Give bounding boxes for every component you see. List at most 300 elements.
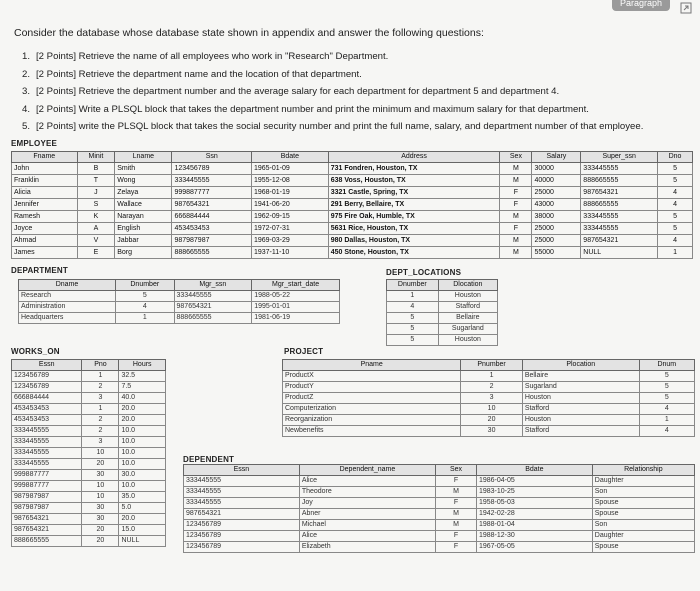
column-header: Address (328, 152, 500, 163)
table-cell: Wong (115, 175, 172, 187)
table-header-row (12, 360, 166, 371)
table-row (19, 313, 340, 324)
intro-text: Consider the database whose database state shown in appendix and answer the following questions: (14, 27, 484, 39)
column-header: Dno (658, 152, 693, 163)
column-header: Bdate (476, 465, 592, 476)
table-row (184, 520, 695, 531)
table-header-row (184, 465, 695, 476)
project-label: PROJECT (284, 347, 324, 356)
department-table (18, 279, 340, 324)
table-cell: 25000 (532, 235, 581, 247)
table-row (12, 163, 693, 175)
column-header: Ssn (172, 152, 252, 163)
table-row (283, 393, 695, 404)
column-header: Minit (77, 152, 115, 163)
table-cell: 40000 (532, 175, 581, 187)
table-cell: 25000 (532, 223, 581, 235)
table-header-row (12, 152, 693, 163)
column-header: Dlocation (438, 280, 497, 291)
table-cell: 20.0 (119, 514, 166, 525)
table-cell: 999887777 (12, 481, 82, 492)
table-cell: M (500, 211, 532, 223)
column-header: Pno (82, 360, 119, 371)
table-cell: M (500, 175, 532, 187)
works-on-table (11, 359, 166, 547)
table-cell: 1962-09-15 (251, 211, 328, 223)
table-cell: 1958-05-03 (476, 498, 592, 509)
table-cell: Elizabeth (299, 542, 435, 553)
table-cell: Zelaya (115, 187, 172, 199)
table-cell: 999887777 (12, 470, 82, 481)
table-cell: 20 (82, 459, 119, 470)
column-header: Lname (115, 152, 172, 163)
table-cell: Spouse (592, 542, 694, 553)
table-cell: 987654321 (581, 187, 658, 199)
table-cell: 30000 (532, 163, 581, 175)
table-cell: ProductY (283, 382, 461, 393)
table-cell: Joy (299, 498, 435, 509)
table-cell: M (436, 487, 477, 498)
table-cell: 333445555 (12, 448, 82, 459)
table-cell: 30 (82, 470, 119, 481)
question-number: 3. (22, 86, 31, 97)
column-header: Dependent_name (299, 465, 435, 476)
table-cell: 4 (658, 199, 693, 211)
table-cell: J (77, 187, 115, 199)
table-cell: James (12, 247, 78, 259)
table-cell: Jabbar (115, 235, 172, 247)
table-cell: 5 (658, 223, 693, 235)
question-number: 1. (22, 51, 31, 62)
table-cell: 888665555 (581, 175, 658, 187)
table-cell: Newbenefits (283, 426, 461, 437)
table-cell: 333445555 (174, 291, 252, 302)
table-row (12, 393, 166, 404)
table-cell: Stafford (438, 302, 497, 313)
table-cell: 2 (82, 415, 119, 426)
table-cell: 333445555 (12, 437, 82, 448)
table-cell: 291 Berry, Bellaire, TX (328, 199, 500, 211)
table-cell: F (500, 187, 532, 199)
table-cell: M (500, 247, 532, 259)
table-cell: 5 (387, 313, 439, 324)
column-header: Pnumber (461, 360, 522, 371)
table-cell: 3 (82, 437, 119, 448)
table-cell: Sugarland (438, 324, 497, 335)
table-cell: 987654321 (174, 302, 252, 313)
table-cell: T (77, 175, 115, 187)
table-cell: M (500, 163, 532, 175)
table-cell: 40.0 (119, 393, 166, 404)
table-cell: 1972-07-31 (251, 223, 328, 235)
question-number: 2. (22, 68, 31, 80)
table-row (184, 542, 695, 553)
table-cell: 20.0 (119, 415, 166, 426)
table-cell: 1965-01-09 (251, 163, 328, 175)
table-cell: F (436, 498, 477, 509)
table-row (184, 531, 695, 542)
table-cell: 1981-06-19 (252, 313, 340, 324)
table-cell: Son (592, 487, 694, 498)
table-cell: Administration (19, 302, 116, 313)
table-cell: Abner (299, 509, 435, 520)
table-cell: 5 (387, 324, 439, 335)
column-header: Salary (532, 152, 581, 163)
column-header: Hours (119, 360, 166, 371)
table-row (12, 470, 166, 481)
table-cell: 10 (461, 404, 522, 415)
table-cell: 333445555 (184, 476, 300, 487)
table-cell: 1 (639, 415, 694, 426)
table-cell: Stafford (522, 426, 639, 437)
table-row (12, 382, 166, 393)
column-header: Super_ssn (581, 152, 658, 163)
table-cell: Research (19, 291, 116, 302)
table-cell: 10.0 (119, 437, 166, 448)
table-cell: Bellaire (438, 313, 497, 324)
table-cell: 1983-10-25 (476, 487, 592, 498)
table-row (12, 459, 166, 470)
table-cell: 453453453 (12, 415, 82, 426)
table-cell: Narayan (115, 211, 172, 223)
paragraph-tab[interactable]: Paragraph (612, 0, 670, 11)
table-cell: 987654321 (172, 199, 252, 211)
table-row (283, 371, 695, 382)
table-cell: Borg (115, 247, 172, 259)
table-row (12, 371, 166, 382)
table-row (12, 223, 693, 235)
table-cell: 3 (461, 393, 522, 404)
table-cell: 975 Fire Oak, Humble, TX (328, 211, 500, 223)
table-cell: Houston (438, 335, 497, 346)
table-cell: Bellaire (522, 371, 639, 382)
table-row (184, 487, 695, 498)
table-cell: 1986-04-05 (476, 476, 592, 487)
question-text: [2 Points] Retrieve the department name and the location of that department. (36, 68, 362, 80)
table-cell: M (436, 509, 477, 520)
table-cell: 55000 (532, 247, 581, 259)
question-item (22, 83, 643, 101)
column-header: Dname (19, 280, 116, 291)
works-on-label: WORKS_ON (11, 347, 60, 356)
table-cell: 43000 (532, 199, 581, 211)
table-cell: 1 (82, 404, 119, 415)
table-cell: 333445555 (172, 175, 252, 187)
table-cell: 1 (116, 313, 174, 324)
table-row (12, 448, 166, 459)
column-header: Bdate (251, 152, 328, 163)
question-text: [2 Points] write the PLSQL block that takes the social security number and print the full name, salary, and department number of that employee. (36, 121, 644, 132)
table-header-row (283, 360, 695, 371)
table-header-row (19, 280, 340, 291)
table-cell: Alice (299, 531, 435, 542)
table-row (387, 302, 498, 313)
table-row (19, 302, 340, 313)
table-cell: 987654321 (581, 235, 658, 247)
table-cell: Spouse (592, 509, 694, 520)
table-cell: 980 Dallas, Houston, TX (328, 235, 500, 247)
expand-icon[interactable] (680, 2, 692, 14)
question-item (22, 66, 643, 84)
table-cell: 1988-12-30 (476, 531, 592, 542)
table-cell: 123456789 (12, 371, 82, 382)
table-cell: 10.0 (119, 426, 166, 437)
table-cell: Houston (438, 291, 497, 302)
table-cell: 987987987 (172, 235, 252, 247)
table-cell: 1942-02-28 (476, 509, 592, 520)
table-cell: 3 (82, 393, 119, 404)
table-cell: 20 (461, 415, 522, 426)
dept-locations-table (386, 279, 498, 346)
table-cell: Headquarters (19, 313, 116, 324)
table-cell: Spouse (592, 498, 694, 509)
table-cell: A (77, 223, 115, 235)
table-cell: ProductX (283, 371, 461, 382)
table-row (12, 187, 693, 199)
table-cell: Ramesh (12, 211, 78, 223)
table-row (387, 291, 498, 302)
table-cell: 10.0 (119, 459, 166, 470)
table-cell: 888665555 (174, 313, 252, 324)
table-cell: Alice (299, 476, 435, 487)
table-row (283, 404, 695, 415)
table-row (283, 415, 695, 426)
table-row (12, 247, 693, 259)
table-cell: 5 (639, 371, 694, 382)
table-row (12, 514, 166, 525)
table-cell: 453453453 (12, 404, 82, 415)
table-cell: 1967-05-05 (476, 542, 592, 553)
table-cell: Smith (115, 163, 172, 175)
table-cell: M (436, 520, 477, 531)
table-cell: 333445555 (581, 223, 658, 235)
table-cell: 1 (658, 247, 693, 259)
department-label: DEPARTMENT (11, 266, 68, 275)
table-cell: 999887777 (172, 187, 252, 199)
table-cell: 5631 Rice, Houston, TX (328, 223, 500, 235)
table-cell: NULL (581, 247, 658, 259)
table-cell: 123456789 (12, 382, 82, 393)
table-cell: F (436, 531, 477, 542)
column-header: Dnumber (116, 280, 174, 291)
table-cell: Franklin (12, 175, 78, 187)
table-cell: 35.0 (119, 492, 166, 503)
dependent-table (183, 464, 695, 553)
table-cell: 4 (658, 187, 693, 199)
table-cell: Son (592, 520, 694, 531)
employee-table (11, 151, 693, 259)
table-cell: 666884444 (172, 211, 252, 223)
table-cell: 2 (461, 382, 522, 393)
table-cell: 1 (461, 371, 522, 382)
column-header: Mgr_ssn (174, 280, 252, 291)
table-row (387, 313, 498, 324)
question-text: [2 Points] Retrieve the department number and the average salary for each department for department 5 and department 4. (36, 86, 560, 97)
table-cell: M (500, 235, 532, 247)
table-cell: Jennifer (12, 199, 78, 211)
column-header: Sex (436, 465, 477, 476)
table-cell: 4 (639, 426, 694, 437)
table-row (12, 481, 166, 492)
table-row (12, 437, 166, 448)
table-cell: Wallace (115, 199, 172, 211)
table-cell: 5 (639, 393, 694, 404)
table-cell: 25000 (532, 187, 581, 199)
table-cell: 4 (387, 302, 439, 313)
table-cell: 20.0 (119, 404, 166, 415)
table-cell: Houston (522, 393, 639, 404)
question-number: 4. (22, 103, 31, 115)
table-cell: 5 (387, 335, 439, 346)
table-cell: 10.0 (119, 448, 166, 459)
table-cell: 1 (387, 291, 439, 302)
table-cell: English (115, 223, 172, 235)
table-cell: 10 (82, 492, 119, 503)
dept-locations-label: DEPT_LOCATIONS (386, 268, 462, 277)
table-cell: 32.5 (119, 371, 166, 382)
table-cell: 888665555 (581, 199, 658, 211)
table-cell: Stafford (522, 404, 639, 415)
question-list (22, 48, 643, 136)
table-cell: 333445555 (184, 487, 300, 498)
table-cell: 15.0 (119, 525, 166, 536)
table-cell: 1955-12-08 (251, 175, 328, 187)
table-cell: 20 (82, 536, 119, 547)
table-cell: F (436, 542, 477, 553)
table-cell: 333445555 (12, 459, 82, 470)
table-row (12, 404, 166, 415)
table-cell: 10 (82, 481, 119, 492)
table-cell: Michael (299, 520, 435, 531)
table-cell: 1988-01-04 (476, 520, 592, 531)
table-row (283, 382, 695, 393)
question-text: [2 Points] Write a PLSQL block that takes the department number and print the minimum and maximum salary for that department. (36, 103, 589, 115)
table-cell: Alicia (12, 187, 78, 199)
table-row (12, 199, 693, 211)
column-header: Plocation (522, 360, 639, 371)
table-cell: F (500, 223, 532, 235)
table-cell: 30 (82, 514, 119, 525)
question-text: [2 Points] Retrieve the name of all employees who work in "Research" Department. (36, 51, 389, 62)
column-header: Relationship (592, 465, 694, 476)
table-cell: 5 (658, 175, 693, 187)
table-cell: 2 (82, 382, 119, 393)
table-row (12, 415, 166, 426)
dependent-label: DEPENDENT (183, 455, 235, 464)
table-cell: John (12, 163, 78, 175)
table-row (387, 335, 498, 346)
table-cell: B (77, 163, 115, 175)
table-cell: 30 (82, 503, 119, 514)
project-table (282, 359, 695, 437)
table-header-row (387, 280, 498, 291)
table-cell: 987987987 (12, 503, 82, 514)
table-cell: E (77, 247, 115, 259)
table-cell: 1988-05-22 (252, 291, 340, 302)
question-item (22, 118, 643, 136)
column-header: Fname (12, 152, 78, 163)
table-cell: 123456789 (184, 531, 300, 542)
column-header: Dnum (639, 360, 694, 371)
table-row (12, 503, 166, 514)
table-cell: 5 (116, 291, 174, 302)
table-cell: 123456789 (184, 542, 300, 553)
table-cell: 1968-01-19 (251, 187, 328, 199)
table-row (19, 291, 340, 302)
column-header: Pname (283, 360, 461, 371)
table-row (387, 324, 498, 335)
table-cell: 30.0 (119, 470, 166, 481)
table-cell: 4 (658, 235, 693, 247)
table-cell: 2 (82, 426, 119, 437)
table-cell: 1995-01-01 (252, 302, 340, 313)
table-cell: 333445555 (12, 426, 82, 437)
table-cell: 1941-06-20 (251, 199, 328, 211)
employee-label: EMPLOYEE (11, 139, 58, 148)
table-cell: 20 (82, 525, 119, 536)
table-cell: 4 (116, 302, 174, 313)
table-cell: Computerization (283, 404, 461, 415)
table-cell: Daughter (592, 476, 694, 487)
table-cell: Ahmad (12, 235, 78, 247)
table-cell: Joyce (12, 223, 78, 235)
table-cell: 731 Fondren, Houston, TX (328, 163, 500, 175)
table-row (12, 211, 693, 223)
table-cell: Daughter (592, 531, 694, 542)
column-header: Essn (12, 360, 82, 371)
table-row (283, 426, 695, 437)
top-toolbar (0, 0, 700, 12)
table-cell: Sugarland (522, 382, 639, 393)
table-cell: K (77, 211, 115, 223)
table-cell: 1937-11-10 (251, 247, 328, 259)
table-cell: 333445555 (184, 498, 300, 509)
table-cell: S (77, 199, 115, 211)
table-row (184, 476, 695, 487)
table-cell: 3321 Castle, Spring, TX (328, 187, 500, 199)
table-cell: 1969-03-29 (251, 235, 328, 247)
table-row (12, 536, 166, 547)
table-cell: Theodore (299, 487, 435, 498)
table-row (12, 492, 166, 503)
table-cell: F (436, 476, 477, 487)
table-cell: 666884444 (12, 393, 82, 404)
column-header: Essn (184, 465, 300, 476)
table-cell: 38000 (532, 211, 581, 223)
table-row (12, 426, 166, 437)
table-cell: 450 Stone, Houston, TX (328, 247, 500, 259)
table-row (184, 509, 695, 520)
table-cell: 1 (82, 371, 119, 382)
table-cell: 30 (461, 426, 522, 437)
table-cell: 7.5 (119, 382, 166, 393)
table-cell: 888665555 (172, 247, 252, 259)
table-row (184, 498, 695, 509)
table-cell: 10 (82, 448, 119, 459)
table-cell: 987654321 (184, 509, 300, 520)
table-cell: 333445555 (581, 163, 658, 175)
table-cell: V (77, 235, 115, 247)
question-item (22, 48, 643, 66)
table-cell: 5 (639, 382, 694, 393)
table-cell: 453453453 (172, 223, 252, 235)
question-item (22, 101, 643, 119)
column-header: Sex (500, 152, 532, 163)
table-cell: 987654321 (12, 514, 82, 525)
table-cell: 123456789 (172, 163, 252, 175)
table-row (12, 525, 166, 536)
table-cell: 4 (639, 404, 694, 415)
